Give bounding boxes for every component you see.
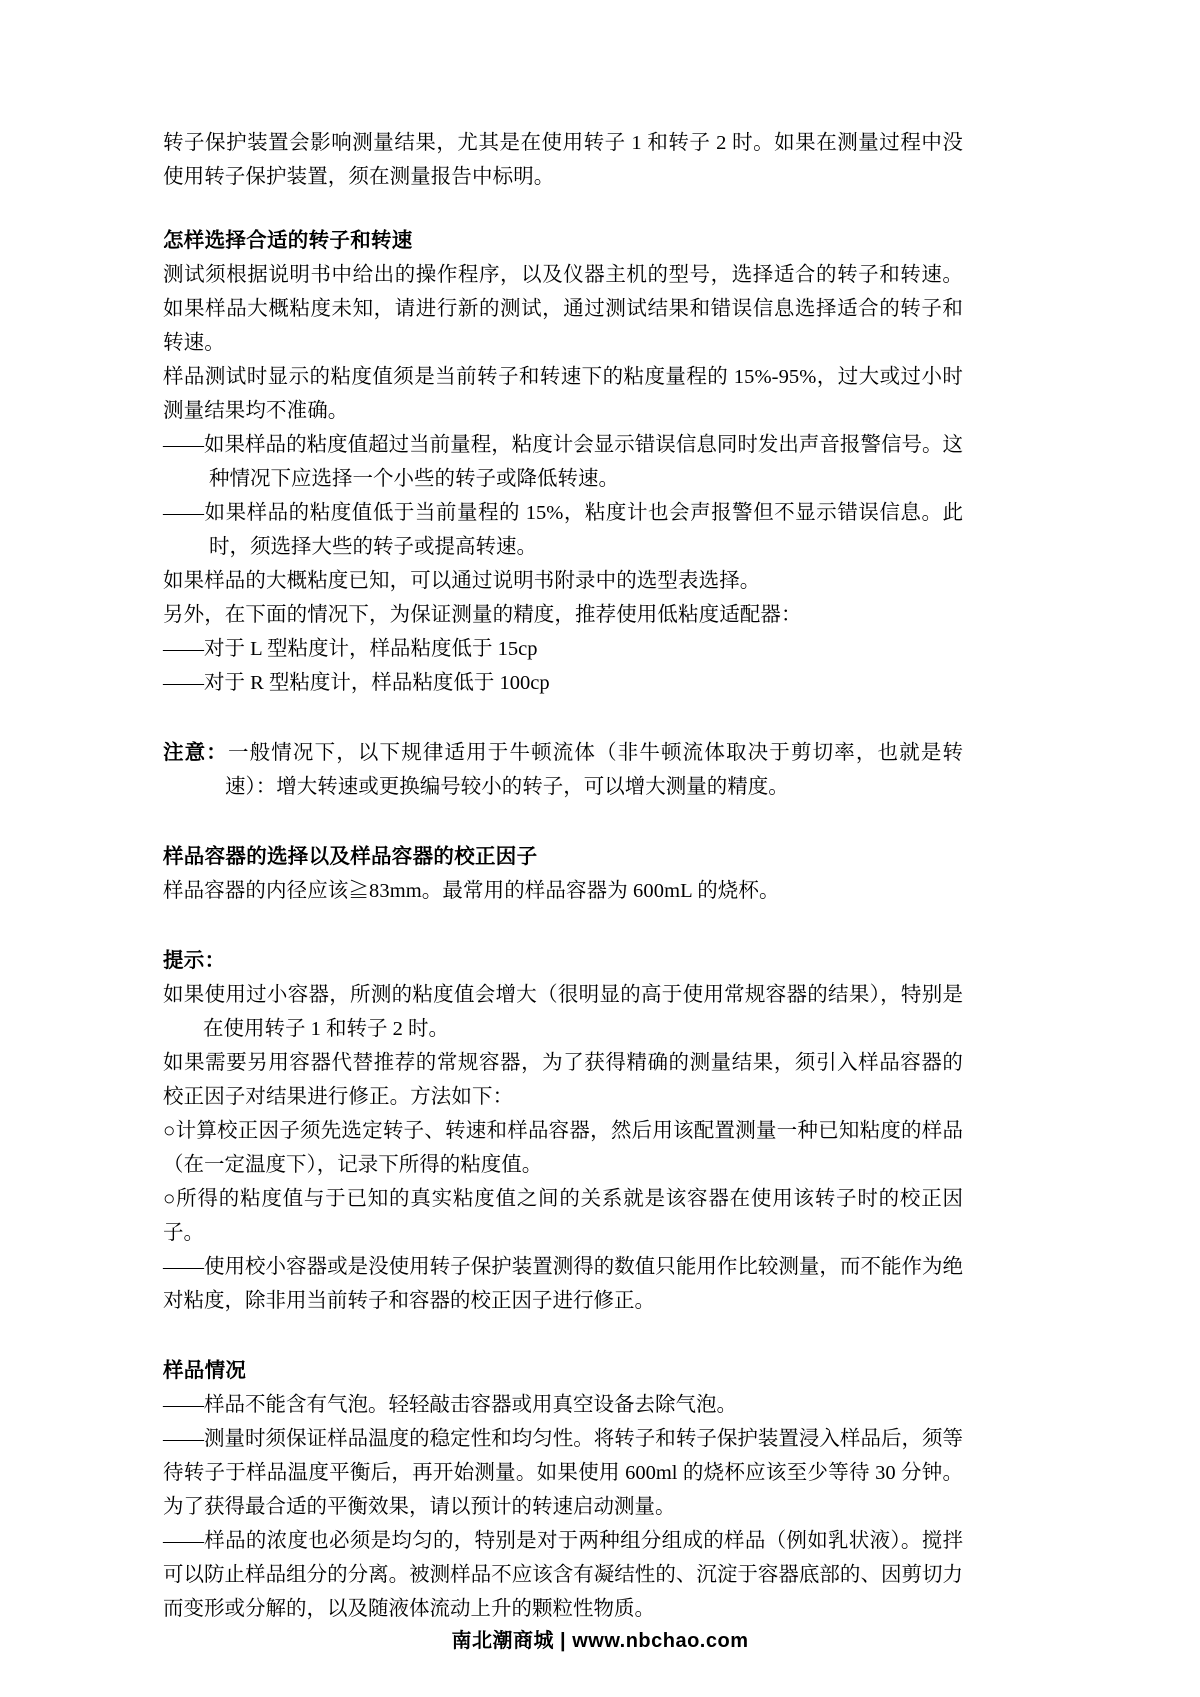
spacer — [163, 700, 963, 736]
rotor-speed-paragraph-3: 如果样品的大概粘度已知，可以通过说明书附录中的选型表选择。 — [163, 570, 761, 592]
note-lead-label: 注意： — [163, 742, 228, 764]
container-selection-paragraph-1: 样品容器的内径应该≧83mm。最常用的样品容器为 600mL 的烧杯。 — [163, 880, 780, 902]
rotor-speed-dash-item-1: ——如果样品的粘度值超过当前量程，粘度计会显示错误信息同时发出声音报警信号。这种情况下应选择一个小些的转子或降低转速。 — [163, 434, 963, 490]
tips-circle-item-1: ○计算校正因子须先选定转子、转速和样品容器，然后用该配置测量一种已知粘度的样品（在一定温度下），记录下所得的粘度值。 — [163, 1120, 963, 1176]
adapter-item-r-type: ——对于 R 型粘度计，样品粘度低于 100cp — [163, 672, 550, 694]
section-heading-rotor-speed: 怎样选择合适的转子和转速 — [163, 230, 413, 252]
spacer — [163, 908, 963, 944]
note-block — [163, 736, 963, 804]
spacer — [163, 194, 963, 224]
sample-condition-dash-item-3: ——样品的浓度也必须是均匀的，特别是对于两种组分组成的样品（例如乳状液）。搅拌可以防止样品组分的分离。被测样品不应该含有凝结性的、沉淀于容器底部的、因剪切力而变形或分解的，以及随液体流动上升的颗粒性物质。 — [163, 1530, 963, 1620]
adapter-item-l-type: ——对于 L 型粘度计，样品粘度低于 15cp — [163, 638, 538, 660]
tips-circle-item-2: ○所得的粘度值与于已知的真实粘度值之间的关系就是该容器在使用该转子时的校正因子。 — [163, 1188, 963, 1244]
intro-paragraph: 转子保护装置会影响测量结果，尤其是在使用转子 1 和转子 2 时。如果在测量过程中没使用转子保护装置，须在测量报告中标明。 — [163, 132, 963, 188]
note-text: 一般情况下，以下规律适用于牛顿流体（非牛顿流体取决于剪切率，也就是转速）：增大转速或更换编号较小的转子，可以增大测量的精度。 — [225, 742, 964, 798]
document-body — [163, 126, 963, 1626]
tips-paragraph-1: 如果需要另用容器代替推荐的常规容器，为了获得精确的测量结果，须引入样品容器的校正因子对结果进行修正。方法如下： — [163, 1052, 963, 1108]
page-footer-watermark: 南北潮商城 | www.nbchao.com — [451, 1630, 749, 1652]
rotor-speed-paragraph-1: 测试须根据说明书中给出的操作程序，以及仪器主机的型号，选择适合的转子和转速。如果样品大概粘度未知，请进行新的测试，通过测试结果和错误信息选择适合的转子和转速。 — [163, 264, 963, 354]
section-heading-tips: 提示： — [163, 950, 226, 972]
sample-condition-dash-item-2: ——测量时须保证样品温度的稳定性和均匀性。将转子和转子保护装置浸入样品后，须等待转子于样品温度平衡后，再开始测量。如果使用 600ml 的烧杯应该至少等待 30 分钟。为了获得最合适的平衡效果，请以预计的转速启动测量。 — [163, 1428, 963, 1518]
spacer — [163, 1318, 963, 1354]
rotor-speed-dash-item-2: ——如果样品的粘度值低于当前量程的 15%，粘度计也会声报警但不显示错误信息。此时，须选择大些的转子或提高转速。 — [163, 502, 963, 558]
section-heading-container-selection: 样品容器的选择以及样品容器的校正因子 — [163, 846, 538, 868]
tips-body-text: 如果使用过小容器，所测的粘度值会增大（很明显的高于使用常规容器的结果），特别是在使用转子 1 和转子 2 时。 — [163, 984, 963, 1040]
section-heading-sample-condition: 样品情况 — [163, 1360, 247, 1382]
rotor-speed-paragraph-4: 另外，在下面的情况下，为保证测量的精度，推荐使用低粘度适配器： — [163, 604, 802, 626]
tips-dash-item-1: ——使用校小容器或是没使用转子保护装置测得的数值只能用作比较测量，而不能作为绝对粘度，除非用当前转子和容器的校正因子进行修正。 — [163, 1256, 963, 1312]
spacer — [163, 804, 963, 840]
rotor-speed-paragraph-2: 样品测试时显示的粘度值须是当前转子和转速下的粘度量程的 15%-95%，过大或过小时测量结果均不准确。 — [163, 366, 963, 422]
sample-condition-dash-item-1: ——样品不能含有气泡。轻轻敲击容器或用真空设备去除气泡。 — [163, 1394, 737, 1416]
